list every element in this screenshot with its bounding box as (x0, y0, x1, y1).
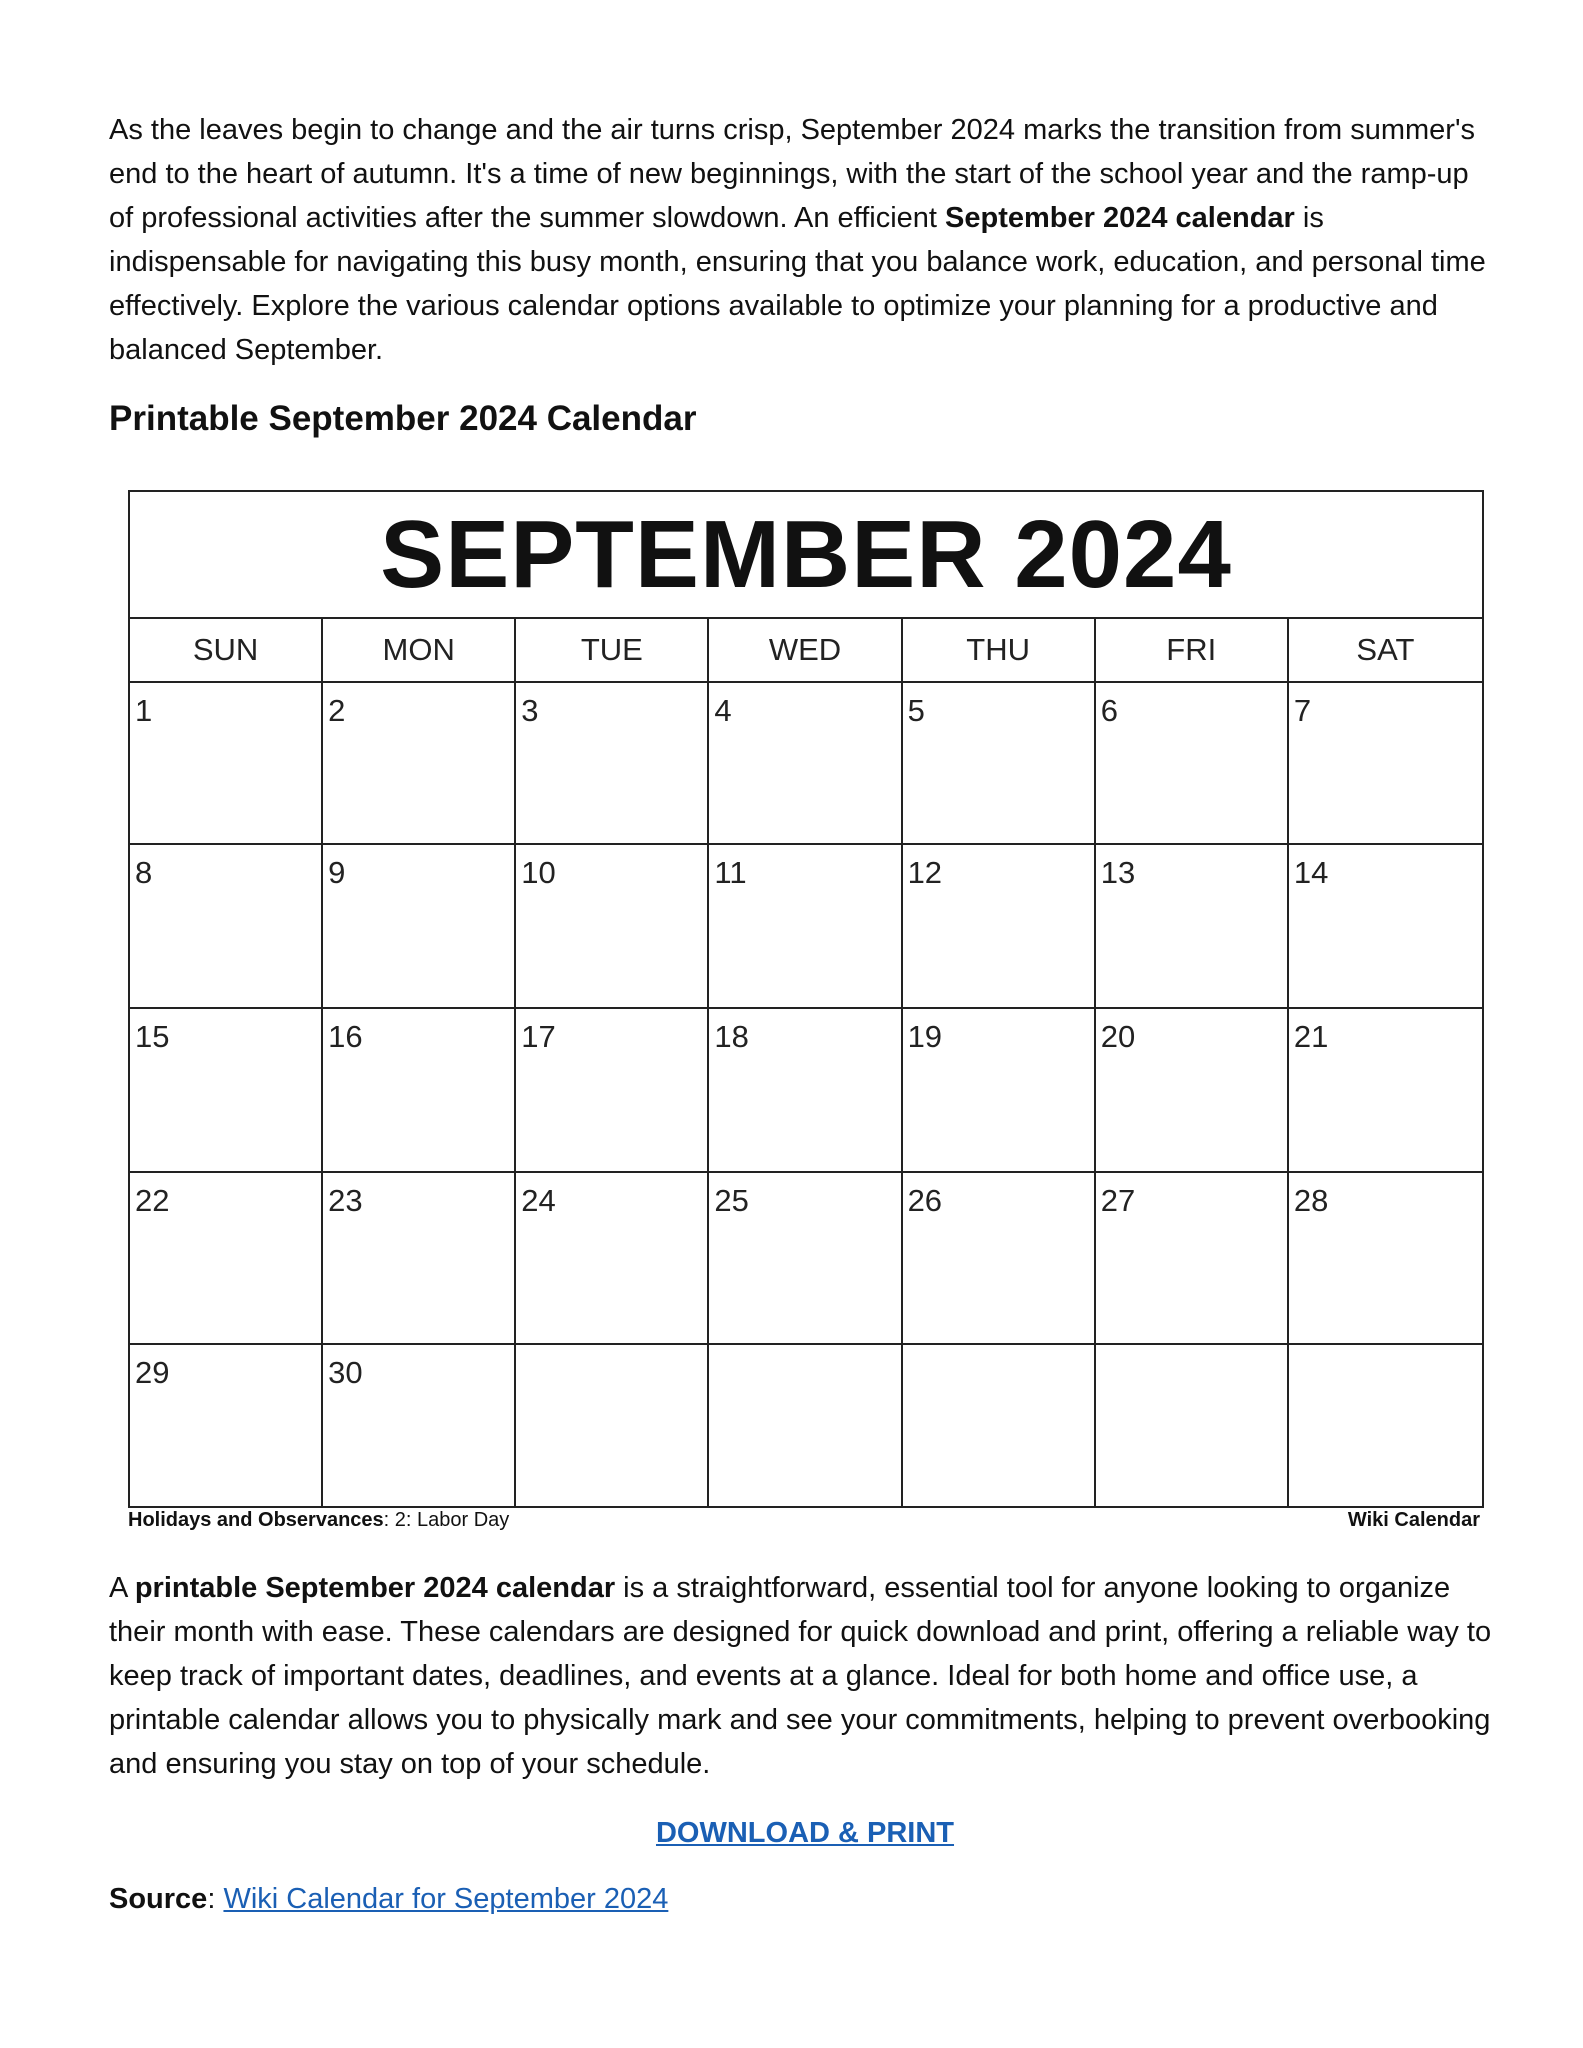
calendar-footer (128, 1509, 1480, 1537)
day-cell: 26 (903, 1173, 1096, 1345)
source-label: Source (109, 1883, 208, 1915)
holidays-label: Holidays and Observances (128, 1509, 384, 1531)
download-print-link[interactable]: DOWNLOAD & PRINT (655, 1817, 955, 1849)
day-cell-empty (709, 1345, 902, 1506)
calendar-image (128, 490, 1484, 1508)
day-cell: 10 (516, 845, 709, 1009)
weekday-thu: THU (903, 619, 1096, 681)
day-cell-empty (1096, 1345, 1289, 1506)
weekday-tue: TUE (516, 619, 709, 681)
day-cell: 9 (323, 845, 516, 1009)
day-cell: 11 (709, 845, 902, 1009)
weekday-mon: MON (323, 619, 516, 681)
day-cell-empty (903, 1345, 1096, 1506)
day-cell: 19 (903, 1009, 1096, 1173)
weekday-fri: FRI (1096, 619, 1289, 681)
day-cell: 27 (1096, 1173, 1289, 1345)
calendar-brand: Wiki Calendar (1347, 1509, 1480, 1531)
day-cell: 3 (516, 683, 709, 845)
day-cell: 24 (516, 1173, 709, 1345)
day-cell: 22 (130, 1173, 323, 1345)
day-cell: 16 (323, 1009, 516, 1173)
day-cell: 15 (130, 1009, 323, 1173)
day-cell: 8 (130, 845, 323, 1009)
day-cell: 7 (1289, 683, 1482, 845)
day-cell: 21 (1289, 1009, 1482, 1173)
day-cell: 20 (1096, 1009, 1289, 1173)
calendar-title: SEPTEMBER 2024 (130, 492, 1482, 619)
after-text-2: is a straightforward, essential tool for anyone looking to organize their month with ease. These calendars are designed for quick download and print, offering a reliable way to keep track of important dates, deadlines, and events at a glance. Ideal for both home and office use, a printable calendar allows you to physically mark and see your commitments, helping to prevent overbooking and ensuring you stay on top of your schedule. (109, 1572, 1492, 1780)
day-cell: 30 (323, 1345, 516, 1506)
weekday-sun: SUN (130, 619, 323, 681)
day-cell: 12 (903, 845, 1096, 1009)
day-cell: 29 (130, 1345, 323, 1506)
intro-paragraph (109, 108, 1499, 372)
day-cell: 4 (709, 683, 902, 845)
holidays-value: : 2: Labor Day (383, 1509, 510, 1531)
source-line (109, 1877, 668, 1921)
day-cell: 14 (1289, 845, 1482, 1009)
day-cell: 28 (1289, 1173, 1482, 1345)
day-cell: 2 (323, 683, 516, 845)
source-separator: : (207, 1883, 224, 1915)
day-cell: 25 (709, 1173, 902, 1345)
day-cell-empty (516, 1345, 709, 1506)
description-paragraph (109, 1566, 1499, 1786)
source-link[interactable]: Wiki Calendar for September 2024 (223, 1883, 669, 1915)
section-heading: Printable September 2024 Calendar (109, 399, 697, 438)
day-cell: 17 (516, 1009, 709, 1173)
day-cell: 18 (709, 1009, 902, 1173)
weekday-wed: WED (709, 619, 902, 681)
calendar-weekday-header (130, 619, 1482, 683)
calendar-grid (130, 683, 1482, 1506)
day-cell: 5 (903, 683, 1096, 845)
intro-text-1: As the leaves begin to change and the air turns crisp, September 2024 marks the transition from summer's end to the heart of autumn. It's a time of new beginnings, with the start of the school year and the ramp-up of professional activities after the summer slowdown. An efficient (109, 114, 1475, 234)
intro-bold: September 2024 calendar (945, 202, 1295, 234)
holidays-note (128, 1509, 509, 1532)
day-cell: 6 (1096, 683, 1289, 845)
day-cell-empty (1289, 1345, 1482, 1506)
after-bold: printable September 2024 calendar (134, 1572, 616, 1604)
intro-text-2: is indispensable for navigating this busy month, ensuring that you balance work, education, and personal time effectively. Explore the various calendar options available to optimize your planning for a productive and balanced September. (109, 202, 1486, 366)
day-cell: 13 (1096, 845, 1289, 1009)
day-cell: 1 (130, 683, 323, 845)
after-text-1: A (109, 1572, 135, 1604)
day-cell: 23 (323, 1173, 516, 1345)
weekday-sat: SAT (1356, 632, 1415, 667)
download-row (0, 1811, 1583, 1855)
